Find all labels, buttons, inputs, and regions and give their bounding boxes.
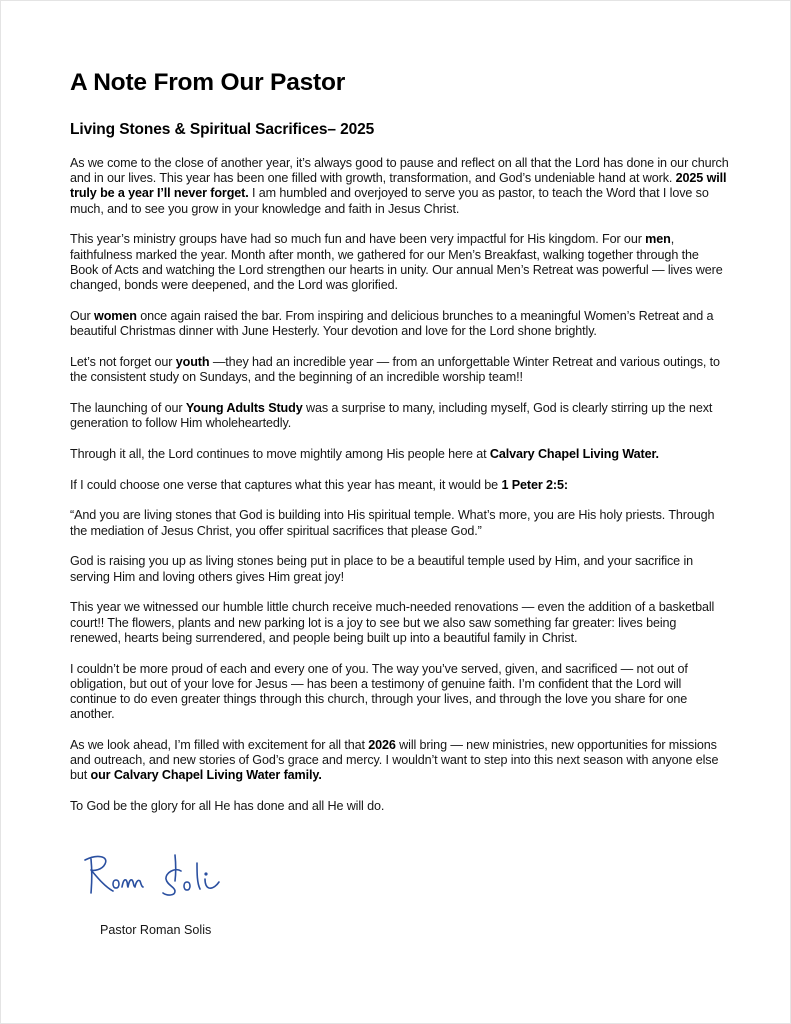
letter-body (70, 156, 730, 830)
emphasis-family: our Calvary Chapel Living Water family. (90, 768, 322, 783)
page-subtitle: Living Stones & Spiritual Sacrifices– 2025 (70, 121, 375, 138)
text-run: Our (70, 308, 95, 323)
signer-name: Pastor Roman Solis (100, 923, 212, 937)
emphasis-young-adults: Young Adults Study (185, 400, 303, 415)
text-run: —they had an incredible year — from an unforgettable Winter Retreat and various outings, to the consistent study on Sundays, and the beginning of an incredible worship team!! (70, 354, 720, 385)
paragraph-church (70, 447, 730, 462)
text-run: As we come to the close of another year, it’s always good to pause and reflect on all that the Lord has done in our church and in our lives. This year has been one filled with growth, transformation, and God’s undeniable hand at work. (70, 156, 729, 186)
paragraph-renovations: This year we witnessed our humble little church receive much-needed renovations — even the addition of a basketball court!! The flowers, plants and new parking lot is a joy to see but we also saw something far greater: lives being renewed, hearts being surrendered, and people being built up into a beautiful family in Christ. (70, 600, 715, 645)
text-run: was a surprise to many, including myself, God is clearly stirring up the next generation to follow Him wholeheartedly. (70, 400, 713, 431)
paragraph-men (70, 232, 730, 293)
text-run: The launching of our (70, 400, 186, 415)
emphasis-2025: 2025 will truly be a year I’ll never forget. (70, 171, 727, 201)
paragraph-women (70, 309, 730, 339)
paragraph-verse-quote: “And you are living stones that God is building into His spiritual temple. What’s more, you are His holy priests. Through the mediation of Jesus Christ, you offer spiritual sacrifices that please God.” (70, 508, 715, 538)
text-run: If I could choose one verse that captures what this year has meant, it would be (70, 477, 502, 492)
emphasis-2026: 2026 (368, 738, 396, 753)
paragraph-living-stones: God is raising you up as living stones being put in place to be a beautiful temple used by Him, and your sacrifice in serving Him and loving others gives Him great joy! (70, 554, 694, 584)
text-run: I am humbled and overjoyed to serve you as pastor, to teach the Word that I love so much, and to see you grow in your knowledge and faith in Jesus Christ. (70, 186, 709, 216)
paragraph-young-adults (70, 401, 730, 431)
emphasis-men: men (645, 232, 671, 247)
emphasis-women: women (94, 308, 137, 323)
paragraph-verse-intro (70, 478, 730, 493)
text-run: will bring — new ministries, new opportunities for missions and outreach, and new stories of God’s grace and mercy. I wouldn’t want to step into this next season with anyone else but (70, 738, 719, 783)
paragraph-closing: To God be the glory for all He has done and all He will do. (70, 799, 385, 814)
emphasis-church-name: Calvary Chapel Living Water. (489, 446, 659, 461)
paragraph-youth (70, 355, 730, 385)
page-title: A Note From Our Pastor (70, 69, 346, 96)
text-run: , faithfulness marked the year. Month after month, we gathered for our Men’s Breakfast, walking together through the Book of Acts and watching the Lord strengthen our hearts in unity. Our annual Men’s Retreat was powerful — lives were changed, bonds were deepened, and the Lord was glorified. (70, 232, 723, 293)
text-run: This year’s ministry groups have had so much fun and have been very impactful for His kingdom. For our (70, 232, 646, 247)
paragraph-look-ahead (70, 738, 730, 784)
text-run: once again raised the bar. From inspiring and delicious brunches to a meaningful Women’s Retreat and a beautiful Christmas dinner with June Hesterly. Your devotion and love for the Lord shone brightly. (70, 308, 714, 339)
text-run: Through it all, the Lord continues to move mightily among His people here at (70, 446, 490, 461)
signature-image (83, 851, 243, 901)
emphasis-verse-ref: 1 Peter 2:5: (501, 477, 568, 492)
emphasis-youth: youth (175, 354, 210, 369)
paragraph-intro (70, 156, 730, 217)
text-run: As we look ahead, I’m filled with excitement for all that (70, 738, 369, 753)
text-run: Let’s not forget our (70, 354, 176, 369)
paragraph-proud: I couldn’t be more proud of each and every one of you. The way you’ve served, given, and sacrificed — not out of obligation, but out of your love for Jesus — has been a testimony of genuine faith. I’m confident that the Lord will continue to do even greater things through this church, through your lives, and through the love you share for one another. (70, 661, 688, 722)
